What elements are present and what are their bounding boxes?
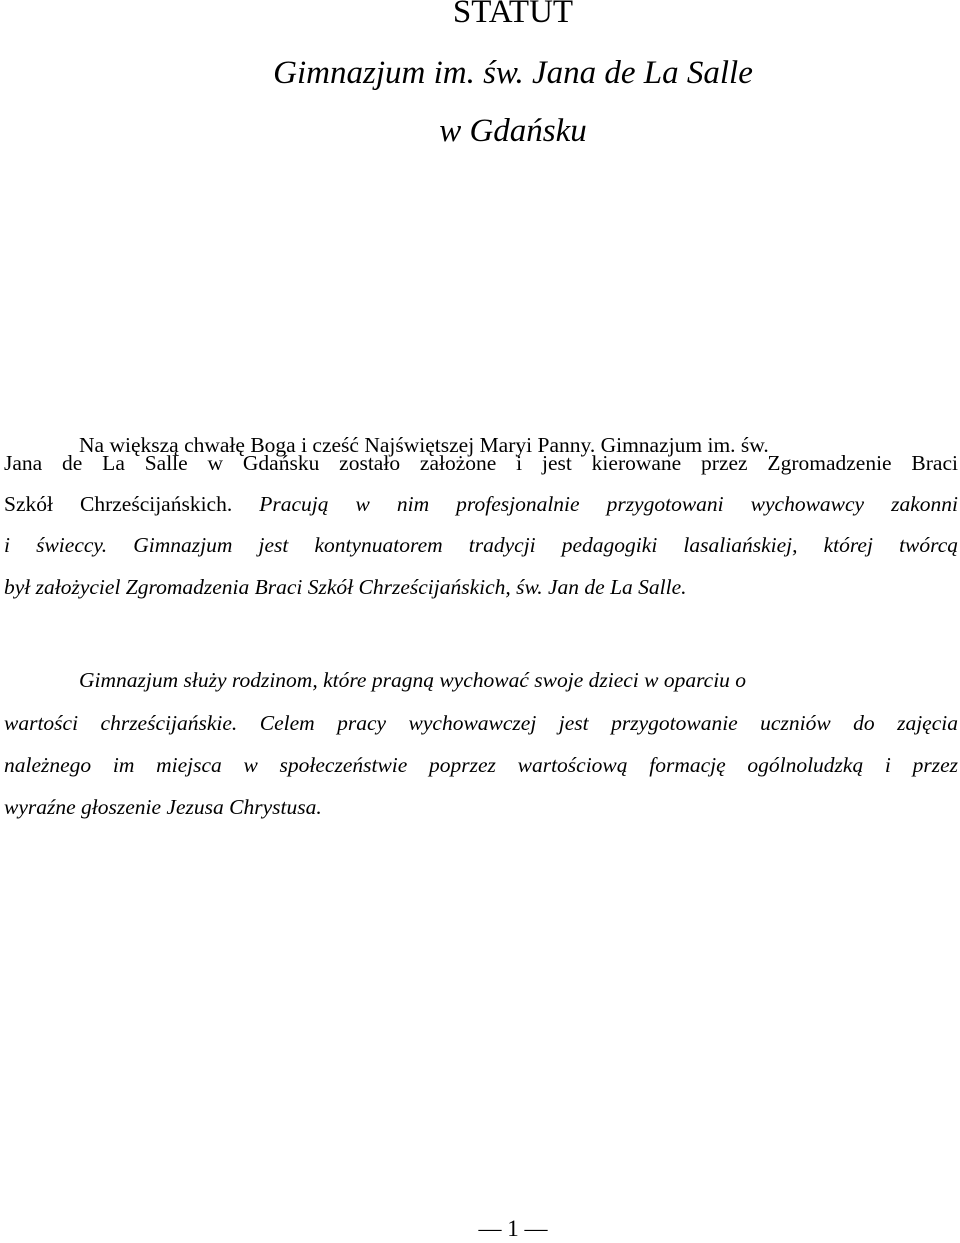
school-name-line-1: Gimnazjum im. św. Jana de La Salle [273, 55, 753, 91]
paragraph-2-line-3: należnego im miejsca w społeczeństwie poprzez wartościową formację ogólnoludzką i przez [4, 753, 958, 777]
paragraph-1-line-1: Na większą chwałę Boga i cześć Najświętszej Maryi Panny. Gimnazjum im. św. [79, 433, 769, 457]
paragraph-1-line-3 [4, 490, 958, 518]
school-name-line-2: w Gdańsku [439, 113, 587, 149]
paragraph-1-line-3-normal: Szkół Chrześcijańskich. [4, 492, 233, 516]
paragraph-1-line-2: Jana de La Salle w Gdańsku zostało założone i jest kierowane przez Zgromadzenie Braci [4, 451, 958, 475]
paragraph-1-line-4: i świeccy. Gimnazjum jest kontynuatorem tradycji pedagogiki lasaliańskiej, której twórcą [4, 533, 958, 557]
paragraph-2-line-2: wartości chrześcijańskie. Celem pracy wychowawczej jest przygotowanie uczniów do zajęcia [4, 711, 958, 735]
paragraph-2-line-1: Gimnazjum służy rodzinom, które pragną wychować swoje dzieci w oparciu o [79, 668, 747, 692]
page-number: — 1 — [478, 1216, 548, 1241]
document-title: STATUT [452, 0, 574, 30]
paragraph-2-line-4: wyraźne głoszenie Jezusa Chrystusa. [4, 795, 322, 819]
paragraph-1-line-5: był założyciel Zgromadzenia Braci Szkół Chrześcijańskich, św. Jan de La Salle. [4, 575, 687, 599]
paragraph-1-line-3-italic: Pracują w nim profesjonalnie przygotowani wychowawcy zakonni [259, 492, 958, 516]
